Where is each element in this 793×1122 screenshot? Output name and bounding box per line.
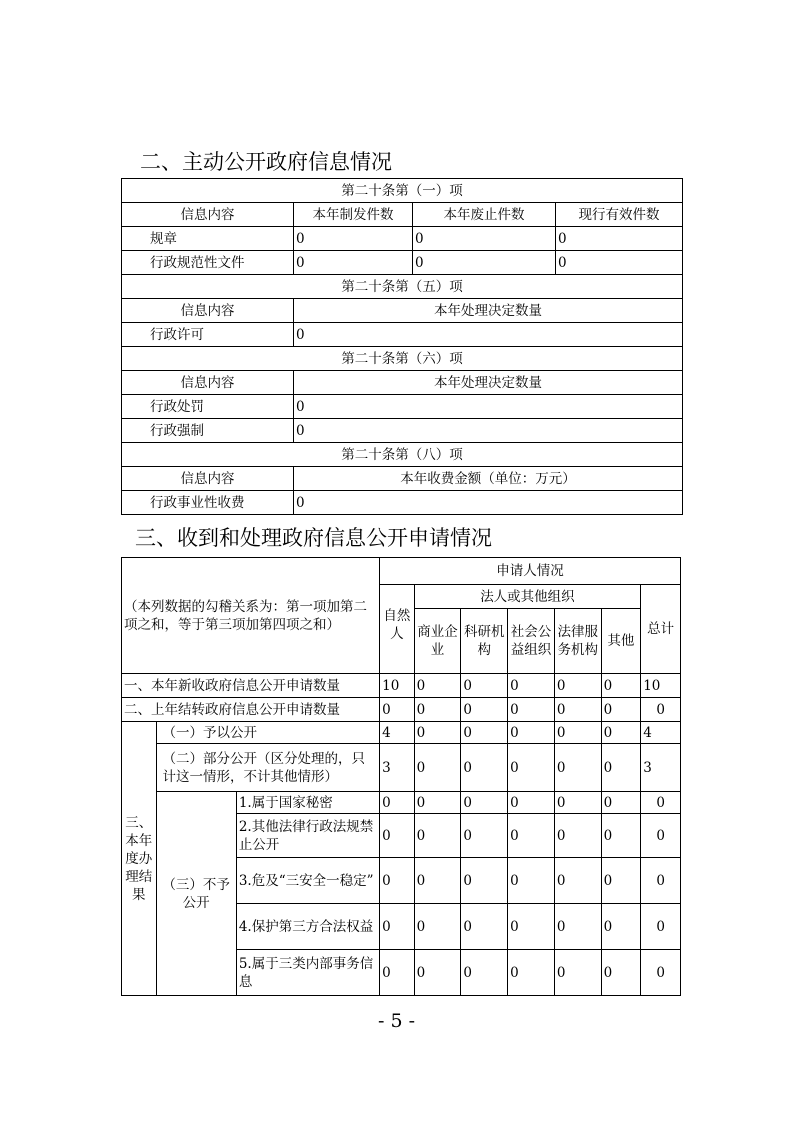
table-row (122, 395, 683, 419)
table-row (122, 744, 681, 792)
table-row (122, 179, 683, 203)
col-count: 本年处理决定数量 (294, 371, 683, 395)
cell-value: 0 (601, 744, 641, 792)
table-row (122, 698, 681, 722)
cell-value: 0 (414, 858, 461, 904)
cell-value: 0 (380, 814, 415, 858)
cell-value: 0 (414, 674, 461, 698)
cell-value: 0 (508, 674, 555, 698)
row-label: 行政强制 (122, 419, 294, 443)
cell-value: 0 (380, 904, 415, 950)
not-open-label: （三）不予公开 (156, 792, 236, 996)
table-row (122, 491, 683, 515)
table-row (122, 227, 683, 251)
table-row (122, 203, 683, 227)
cell-value: 0 (461, 950, 508, 996)
cell-value: 0 (554, 744, 601, 792)
cell-value: 0 (641, 814, 681, 858)
cell-value: 0 (554, 722, 601, 744)
cell-value: 0 (554, 858, 601, 904)
cell-value: 0 (508, 814, 555, 858)
table-row (122, 347, 683, 371)
col-abolished: 本年废止件数 (413, 203, 556, 227)
row-label: 2.其他法律行政法规禁止公开 (236, 814, 379, 858)
cell-value: 0 (294, 419, 683, 443)
col-content: 信息内容 (122, 371, 294, 395)
row-label: （一）予以公开 (156, 722, 380, 744)
proactive-disclosure-table (121, 178, 683, 515)
row-label: 规章 (122, 227, 294, 251)
cell-value: 10 (641, 674, 681, 698)
cell-value: 0 (380, 858, 415, 904)
cell-value: 0 (414, 814, 461, 858)
cell-value: 0 (554, 674, 601, 698)
cell-value: 0 (508, 698, 555, 722)
cell-value: 0 (414, 792, 461, 814)
cell-value: 0 (641, 858, 681, 904)
row-label: 一、本年新收政府信息公开申请数量 (122, 674, 380, 698)
row-label: 3.危及“三安全一稳定” (236, 858, 379, 904)
cell-value: 0 (601, 792, 641, 814)
org-type-header: 社会公益组织 (508, 609, 555, 674)
cell-value: 0 (461, 792, 508, 814)
table-row (122, 674, 681, 698)
cell-value: 0 (554, 814, 601, 858)
cell-value: 3 (380, 744, 415, 792)
cell-value: 0 (380, 950, 415, 996)
row-label: 行政规范性文件 (122, 251, 294, 275)
natural-person-header: 自然人 (380, 585, 415, 674)
total-header: 总计 (641, 585, 681, 674)
org-type-header: 科研机构 (461, 609, 508, 674)
table-row (122, 323, 683, 347)
art20-5-header: 第二十条第（五）项 (122, 275, 683, 299)
cell-value: 0 (294, 323, 683, 347)
cell-value: 0 (414, 698, 461, 722)
cell-value: 0 (641, 792, 681, 814)
cell-value: 0 (556, 227, 683, 251)
cell-value: 4 (641, 722, 681, 744)
cell-value: 0 (294, 251, 413, 275)
table-row (122, 299, 683, 323)
cell-value: 0 (601, 674, 641, 698)
cell-value: 0 (461, 674, 508, 698)
cell-value: 0 (461, 814, 508, 858)
cell-value: 0 (641, 698, 681, 722)
table-row (122, 251, 683, 275)
table-row (122, 443, 683, 467)
cell-value: 0 (294, 227, 413, 251)
col-content: 信息内容 (122, 203, 294, 227)
col-count: 本年处理决定数量 (294, 299, 683, 323)
note-cell: （本列数据的勾稽关系为：第一项加第二项之和，等于第三项加第四项之和） (122, 558, 380, 674)
org-type-header: 其他 (601, 609, 641, 674)
art20-1-header: 第二十条第（一）项 (122, 179, 683, 203)
cell-value: 10 (380, 674, 415, 698)
cell-value: 0 (554, 792, 601, 814)
org-type-header: 法律服务机构 (554, 609, 601, 674)
row-label: （二）部分公开（区分处理的，只计这一情形，不计其他情形） (156, 744, 380, 792)
col-issued: 本年制发件数 (294, 203, 413, 227)
table-row (122, 722, 681, 744)
cell-value: 0 (508, 904, 555, 950)
row-label: 1.属于国家秘密 (236, 792, 379, 814)
cell-value: 0 (294, 395, 683, 419)
row-label: 行政许可 (122, 323, 294, 347)
cell-value: 0 (508, 950, 555, 996)
table-row (122, 419, 683, 443)
cell-value: 0 (641, 904, 681, 950)
cell-value: 0 (508, 858, 555, 904)
col-content: 信息内容 (122, 299, 294, 323)
cell-value: 0 (601, 814, 641, 858)
cell-value: 0 (461, 904, 508, 950)
cell-value: 0 (294, 491, 683, 515)
section2-title: 二、主动公开政府信息情况 (140, 150, 392, 174)
cell-value: 0 (554, 904, 601, 950)
cell-value: 0 (461, 744, 508, 792)
cell-value: 0 (556, 251, 683, 275)
table-row (122, 792, 681, 814)
application-handling-table (121, 557, 681, 996)
cell-value: 0 (601, 950, 641, 996)
section3-title: 三、收到和处理政府信息公开申请情况 (135, 526, 492, 550)
table-row (122, 275, 683, 299)
result-label: 三、本年度办理结果 (122, 722, 157, 996)
cell-value: 0 (508, 722, 555, 744)
applicant-header: 申请人情况 (380, 558, 681, 585)
cell-value: 0 (414, 904, 461, 950)
cell-value: 0 (601, 904, 641, 950)
table-row (122, 558, 681, 585)
cell-value: 0 (461, 698, 508, 722)
cell-value: 0 (413, 227, 556, 251)
cell-value: 0 (601, 858, 641, 904)
cell-value: 0 (414, 722, 461, 744)
art20-6-header: 第二十条第（六）项 (122, 347, 683, 371)
cell-value: 0 (380, 698, 415, 722)
cell-value: 0 (461, 722, 508, 744)
cell-value: 0 (414, 744, 461, 792)
cell-value: 0 (461, 858, 508, 904)
col-valid: 现行有效件数 (556, 203, 683, 227)
art20-8-header: 第二十条第（八）项 (122, 443, 683, 467)
row-label: 二、上年结转政府信息公开申请数量 (122, 698, 380, 722)
cell-value: 0 (508, 744, 555, 792)
cell-value: 0 (601, 698, 641, 722)
col-amount: 本年收费金额（单位：万元） (294, 467, 683, 491)
row-label: 行政处罚 (122, 395, 294, 419)
cell-value: 0 (413, 251, 556, 275)
page-number: - 5 - (377, 1010, 415, 1032)
org-type-header: 商业企业 (414, 609, 461, 674)
legal-person-header: 法人或其他组织 (414, 585, 641, 609)
row-label: 4.保护第三方合法权益 (236, 904, 379, 950)
table-row (122, 467, 683, 491)
cell-value: 0 (380, 792, 415, 814)
row-label: 5.属于三类内部事务信息 (236, 950, 379, 996)
cell-value: 0 (508, 792, 555, 814)
cell-value: 0 (414, 950, 461, 996)
col-content: 信息内容 (122, 467, 294, 491)
row-label: 行政事业性收费 (122, 491, 294, 515)
table-row (122, 371, 683, 395)
cell-value: 4 (380, 722, 415, 744)
cell-value: 0 (641, 950, 681, 996)
cell-value: 3 (641, 744, 681, 792)
cell-value: 0 (601, 722, 641, 744)
cell-value: 0 (554, 698, 601, 722)
cell-value: 0 (554, 950, 601, 996)
